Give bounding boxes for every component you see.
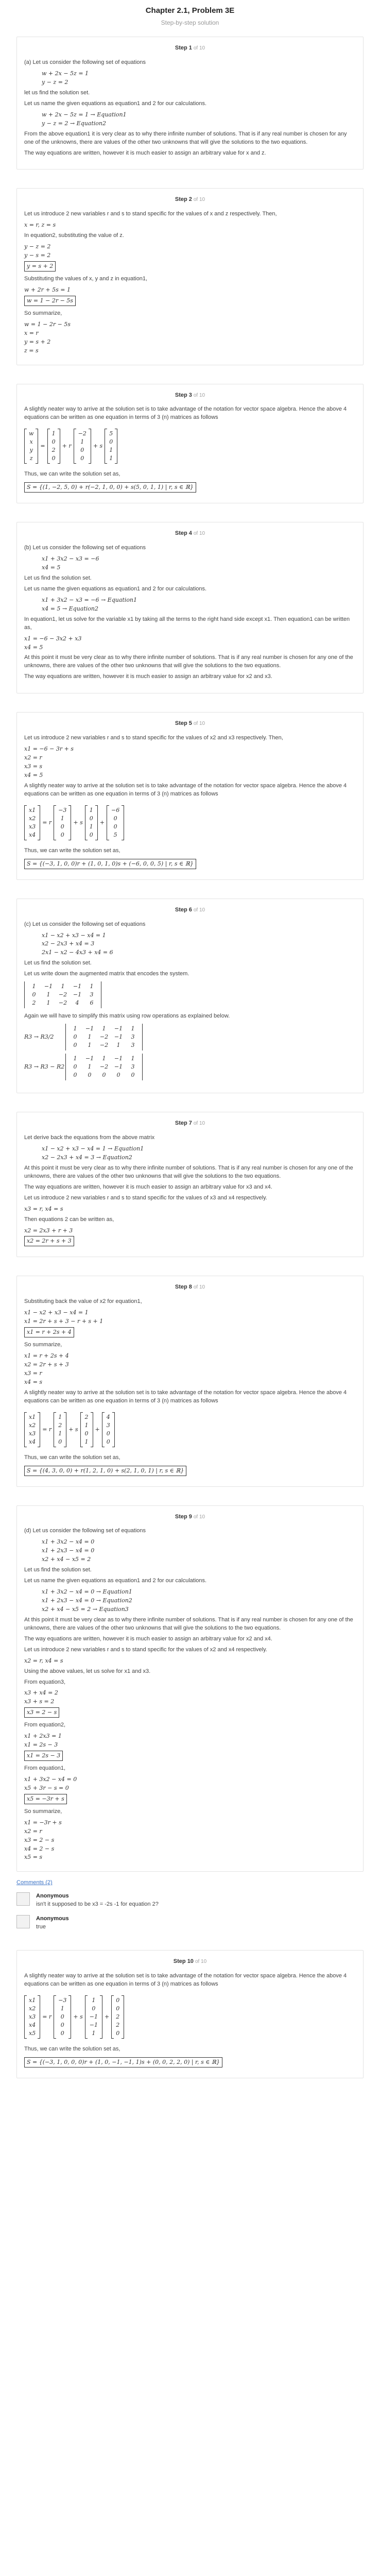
step-text: Let us introduce 2 new variables r and s to stand specific for the values of x3 and x4 respectively. bbox=[24, 1194, 267, 1201]
equation: x1 = 2r + s + 3 − r + s + 1 bbox=[24, 1318, 103, 1325]
matrix-cell: 1 bbox=[131, 1055, 135, 1062]
step-label: Step 3 bbox=[175, 392, 192, 398]
matrix-cell: x3 bbox=[29, 823, 36, 830]
step-count: of 10 bbox=[193, 392, 205, 398]
step-text: At this point it must be very clear as to why there infinite number of solutions. That is if any real number is chosen for any one of the unknowns, there are values of the other two unknowns that will give the solutions to the two equations. bbox=[24, 1616, 353, 1631]
matrix-cell: 6 bbox=[90, 999, 94, 1007]
step-header bbox=[24, 1120, 356, 1128]
matrix-cell: 0 bbox=[80, 455, 84, 462]
matrix-cell: 0 bbox=[73, 1072, 77, 1079]
equation: x4 = 5 bbox=[42, 564, 61, 571]
matrix-equation: w x y z = 1 0 2 0 + r −2 1 0 0 + s 5 0 1 1 bbox=[24, 429, 117, 464]
equation: x4 = s bbox=[24, 1378, 43, 1385]
equation: x1 = r + 2s + 4 bbox=[24, 1352, 69, 1360]
step-text: A slightly neater way to arrive at the solution set is to take advantage of the notation for vector space algebra. Hence the above 4 equations can be written as one equation in terms of 3 (n) matrices as follows bbox=[24, 1973, 347, 1987]
matrix-cell: x2 bbox=[29, 815, 36, 822]
equation: x2 − 2x3 + x4 = 3 → Equation2 bbox=[42, 1154, 132, 1161]
comments-section bbox=[16, 1879, 364, 1931]
step-count: of 10 bbox=[193, 197, 205, 203]
matrix-cell: 0 bbox=[32, 991, 36, 998]
matrix-cell: 1 bbox=[131, 1025, 135, 1032]
equation: w = 1 − 2r − 5s bbox=[24, 320, 71, 328]
step-text: Let derive back the equations from the above matrix bbox=[24, 1134, 155, 1141]
matrix-cell: 2 bbox=[32, 999, 36, 1007]
matrix-cell: 0 bbox=[116, 2005, 120, 2012]
matrix-cell: 0 bbox=[60, 2029, 64, 2037]
step-text: Then equations 2 can be written as, bbox=[24, 1216, 114, 1223]
matrix-cell: x1 bbox=[29, 1413, 36, 1420]
step-label: Step 6 bbox=[175, 906, 192, 913]
matrix-cell: 0 bbox=[131, 1072, 135, 1079]
equation: x1 − x2 + x3 − x4 = 1 → Equation1 bbox=[42, 1145, 144, 1153]
matrix-cell: −3 bbox=[58, 1996, 67, 2004]
comment-item bbox=[16, 1915, 364, 1931]
equation: y − z = 2 → Equation2 bbox=[42, 120, 106, 127]
matrix-cell: 1 bbox=[84, 1421, 89, 1429]
matrix-cell: 3 bbox=[131, 1033, 135, 1041]
matrix-cell: 0 bbox=[106, 1438, 110, 1445]
step-text: (a) Let us consider the following set of equations bbox=[24, 59, 146, 66]
equation: y = s + 2 bbox=[24, 338, 51, 345]
equation: x1 + 2x3 = 1 bbox=[24, 1733, 62, 1740]
row-op-label: R3 → R3/2 bbox=[24, 1033, 54, 1041]
matrix-cell: x5 bbox=[29, 2029, 36, 2037]
step-text: Using the above values, let us solve for x1 and x3. bbox=[24, 1668, 151, 1674]
step-card bbox=[16, 899, 364, 1094]
matrix-cell: −2 bbox=[99, 1063, 109, 1071]
equation: x1 + 3x2 − x4 = 0 bbox=[24, 1775, 77, 1783]
matrix-cell: −1 bbox=[85, 1025, 94, 1032]
matrix-equation: x1 x2 x3 x4 = r 1 2 1 0 + s 2 1 0 1 + 4 3 0 0 bbox=[24, 1412, 115, 1447]
step-header bbox=[24, 720, 356, 728]
matrix-cell: 1 bbox=[51, 430, 56, 437]
matrix-cell: 2 bbox=[51, 447, 56, 454]
matrix-cell: 5 bbox=[109, 430, 113, 437]
equation: x3 = r bbox=[24, 1369, 42, 1377]
matrix-cell: −2 bbox=[99, 1042, 109, 1049]
matrix-cell: 2 bbox=[116, 2013, 120, 2020]
step-card bbox=[16, 522, 364, 693]
step-text: At this point it must be very clear as to why there infinite number of solutions. That is if any real number is chosen for any one of the unknowns, there are values of the other two unknowns that will give the solutions to the two equations. bbox=[24, 1164, 353, 1179]
matrix-cell: 1 bbox=[89, 806, 93, 814]
equation: x1 = 2s − 3 bbox=[24, 1741, 58, 1749]
step-text: Let us introduce 2 new variables r and s to stand specific for the values of x2 and x4 respectively. bbox=[24, 1646, 267, 1653]
augmented-matrix bbox=[24, 981, 101, 1008]
matrix-cell: y bbox=[29, 447, 33, 454]
step-text: Thus, we can write the solution set as, bbox=[24, 2045, 120, 2052]
step-header bbox=[24, 1283, 356, 1292]
step-card bbox=[16, 1950, 364, 2078]
step-text: Let us find the solution set. bbox=[24, 960, 92, 967]
equation: x = r bbox=[24, 329, 39, 336]
step-text: From the above equation1 it is very clear as to why there infinite number of solutions. That is if any real number is chosen for any one of the unknowns, there are values of the other two unknowns that will give the solutions to the two equations. bbox=[24, 130, 347, 145]
boxed-result: x3 = 2 − s bbox=[24, 1707, 59, 1718]
step-card bbox=[16, 1505, 364, 1872]
step-count: of 10 bbox=[195, 1959, 207, 1965]
row-operation bbox=[24, 1024, 356, 1050]
equation: x1 + 3x2 − x3 = −6 bbox=[42, 555, 99, 563]
matrix-cell: 1 bbox=[109, 447, 113, 454]
matrix-cell: 0 bbox=[73, 1063, 77, 1071]
equation: x1 + 3x2 − x4 = 0 bbox=[42, 1538, 95, 1546]
step-text: A slightly neater way to arrive at the solution set is to take advantage of the notation for vector space algebra. Hence the above 4 equations can be written as one equation in terms of 3 (n) matrices as follows bbox=[24, 406, 347, 421]
equation: x2 = r, x4 = s bbox=[24, 1657, 63, 1664]
matrix-cell: 0 bbox=[116, 1996, 120, 2004]
matrix-cell: 1 bbox=[88, 1033, 92, 1041]
step-header bbox=[24, 906, 356, 914]
step-text: Thus, we can write the solution set as, bbox=[24, 1454, 120, 1461]
augmented-matrix bbox=[65, 1054, 143, 1080]
matrix-cell: 0 bbox=[106, 1430, 110, 1437]
step-label: Step 10 bbox=[173, 1958, 194, 1965]
step-label: Step 4 bbox=[175, 530, 192, 537]
equation: 2x1 − x2 − 4x3 + x4 = 6 bbox=[42, 949, 113, 956]
matrix-cell: 4 bbox=[75, 999, 79, 1007]
matrix-cell: −6 bbox=[111, 806, 120, 814]
equation: x1 + 2x3 − x4 = 0 bbox=[42, 1547, 95, 1554]
matrix-cell: x4 bbox=[29, 1438, 36, 1445]
solution-set: S = {(−3, 1, 0, 0)r + (1, 0, 1, 0)s + (−6, 0, 0, 5) | r, s ∈ ℝ} bbox=[24, 859, 196, 869]
matrix-cell: x4 bbox=[29, 2021, 36, 2028]
equation: x3 = 2 − s bbox=[24, 1836, 55, 1843]
step-text: Substituting back the value of x2 for equation1, bbox=[24, 1298, 142, 1305]
avatar bbox=[16, 1892, 30, 1906]
step-header bbox=[24, 44, 356, 53]
equation: x1 = −6 − 3x2 + x3 bbox=[24, 635, 82, 642]
step-count: of 10 bbox=[193, 721, 205, 727]
equation: x = r, z = s bbox=[24, 222, 56, 229]
step-label: Step 9 bbox=[175, 1513, 192, 1520]
step-count: of 10 bbox=[193, 1121, 205, 1127]
matrix-cell: 0 bbox=[113, 815, 117, 822]
matrix-cell: −2 bbox=[78, 430, 87, 437]
step-count: of 10 bbox=[193, 1514, 205, 1520]
row-op-label: R3 → R3 − R2 bbox=[24, 1063, 65, 1071]
step-text: Let us name the given equations as equation1 and 2 for our calculations. bbox=[24, 100, 207, 107]
step-header bbox=[24, 196, 356, 204]
matrix-cell: 1 bbox=[46, 999, 50, 1007]
matrix-cell: −1 bbox=[114, 1025, 123, 1032]
step-card bbox=[16, 188, 364, 365]
matrix-cell: 1 bbox=[109, 455, 113, 462]
step-text: Let us name the given equations as equation1 and 2 for our calculations. bbox=[24, 1578, 207, 1584]
equation: y − s = 2 bbox=[24, 252, 51, 259]
step-text: Let us introduce 2 new variables r and s to stand specific for the values of x2 and x3 respectively. Then, bbox=[24, 735, 283, 741]
step-text: let us find the solution set. bbox=[24, 89, 90, 96]
matrix-cell: 0 bbox=[116, 1072, 120, 1079]
step-count: of 10 bbox=[193, 45, 205, 52]
step-text: (b) Let us consider the following set of equations bbox=[24, 545, 146, 551]
step-text: (d) Let us consider the following set of equations bbox=[24, 1528, 146, 1534]
matrix-cell: 2 bbox=[84, 1413, 89, 1420]
matrix-cell: 1 bbox=[84, 1438, 89, 1445]
matrix-cell: −1 bbox=[73, 983, 82, 990]
matrix-cell: 1 bbox=[102, 1025, 106, 1032]
matrix-cell: 0 bbox=[60, 831, 64, 838]
matrix-cell: 2 bbox=[58, 1421, 62, 1429]
step-text: From equation2, bbox=[24, 1722, 66, 1728]
matrix-cell: 0 bbox=[73, 1033, 77, 1041]
step-header bbox=[24, 392, 356, 400]
matrix-cell: w bbox=[29, 430, 34, 437]
step-card bbox=[16, 37, 364, 170]
step-text: The way equations are written, however it is much easier to assign an arbitrary value for x2 and x4. bbox=[24, 1635, 272, 1642]
boxed-result: y = s + 2 bbox=[24, 261, 56, 272]
matrix-cell: −1 bbox=[89, 2021, 98, 2028]
equation: x3 + s = 2 bbox=[24, 1698, 55, 1705]
matrix-cell: 0 bbox=[84, 1430, 89, 1437]
step-count: of 10 bbox=[193, 1284, 205, 1291]
step-text: Substituting the values of x, y and z in equation1, bbox=[24, 276, 148, 282]
step-header bbox=[24, 1958, 356, 1966]
matrix-cell: 0 bbox=[89, 831, 93, 838]
matrix-cell: 0 bbox=[113, 823, 117, 830]
step-count: of 10 bbox=[193, 531, 205, 537]
matrix-cell: x3 bbox=[29, 1430, 36, 1437]
equation: x2 = 2x3 + r + 3 bbox=[24, 1227, 73, 1234]
step-text: So summarize, bbox=[24, 1808, 62, 1815]
step-text: The way equations are written, however it is much easier to assign an arbitrary value for x2 and x3. bbox=[24, 673, 272, 680]
comment-text: true bbox=[36, 1924, 46, 1930]
step-text: In equation2, substituting the value of z. bbox=[24, 232, 124, 239]
equation: w + 2x − 5z = 1 bbox=[42, 70, 89, 77]
step-text: Let us find the solution set. bbox=[24, 574, 92, 581]
step-card bbox=[16, 384, 364, 504]
matrix-cell: 4 bbox=[106, 1413, 110, 1420]
step-text: Let us find the solution set. bbox=[24, 1567, 92, 1573]
matrix-cell: 0 bbox=[60, 823, 64, 830]
matrix-cell: 1 bbox=[60, 2005, 64, 2012]
matrix-cell: x4 bbox=[29, 831, 36, 838]
equation: x1 + 3x2 − x3 = −6 → Equation1 bbox=[42, 596, 137, 603]
matrix-cell: −2 bbox=[58, 991, 67, 998]
comment-author: Anonymous bbox=[36, 1893, 69, 1900]
equation: x2 = r bbox=[24, 754, 42, 761]
matrix-cell: 0 bbox=[116, 2029, 120, 2037]
equation: x4 = 5 bbox=[24, 771, 43, 778]
matrix-cell: x2 bbox=[29, 2005, 36, 2012]
matrix-cell: 1 bbox=[32, 983, 36, 990]
boxed-result: x1 = r + 2s + 4 bbox=[24, 1327, 74, 1337]
step-header bbox=[24, 530, 356, 538]
boxed-result: x1 = 2s − 3 bbox=[24, 1751, 63, 1761]
equation: x2 + x4 − x5 = 2 → Equation3 bbox=[42, 1605, 129, 1613]
matrix-cell: 1 bbox=[116, 1042, 120, 1049]
matrix-cell: x1 bbox=[29, 806, 36, 814]
matrix-cell: 1 bbox=[46, 991, 50, 998]
matrix-cell: 0 bbox=[92, 2005, 96, 2012]
matrix-cell: −2 bbox=[99, 1033, 109, 1041]
matrix-cell: 1 bbox=[88, 1063, 92, 1071]
step-label: Step 2 bbox=[175, 196, 192, 203]
step-header bbox=[24, 1513, 356, 1521]
boxed-result: x5 = −3r + s bbox=[24, 1794, 67, 1804]
matrix-cell: 1 bbox=[60, 815, 64, 822]
matrix-cell: −3 bbox=[58, 806, 67, 814]
step-text: At this point it must be very clear as to why there infinite number of solutions. That is if any real number is chosen for any one of the unknowns, there are values of the other two unknowns that will give the solutions to the two equations. bbox=[24, 654, 353, 669]
equation: x4 = 5 → Equation2 bbox=[42, 605, 98, 612]
step-card bbox=[16, 1276, 364, 1486]
matrix-cell: 0 bbox=[88, 1072, 92, 1079]
boxed-result: x2 = 2r + s + 3 bbox=[24, 1236, 74, 1246]
equation: x4 = 2 − s bbox=[24, 1845, 55, 1852]
solution-set: S = {(−3, 1, 0, 0, 0)r + (1, 0, −1, −1, 1)s + (0, 0, 2, 2, 0) | r, s ∈ ℝ} bbox=[24, 2057, 222, 2067]
matrix-cell: 1 bbox=[89, 823, 93, 830]
equation: x2 + x4 − x5 = 2 bbox=[42, 1556, 91, 1563]
step-text: Let us introduce 2 new variables r and s to stand specific for the values of x and z respectively. Then, bbox=[24, 211, 277, 217]
matrix-cell: −1 bbox=[85, 1055, 94, 1062]
equation: z = s bbox=[24, 347, 39, 354]
step-text: The way equations are written, however it is much easier to assign an arbitrary value for x and z. bbox=[24, 149, 266, 156]
comment-author: Anonymous bbox=[36, 1916, 69, 1922]
augmented-matrix bbox=[65, 1024, 143, 1050]
matrix-cell: −1 bbox=[114, 1063, 123, 1071]
step-text: So summarize, bbox=[24, 1342, 62, 1348]
matrix-cell: 1 bbox=[92, 2029, 96, 2037]
matrix-cell: z bbox=[29, 455, 33, 462]
matrix-cell: 0 bbox=[51, 438, 56, 446]
matrix-cell: 3 bbox=[131, 1063, 135, 1071]
matrix-cell: −1 bbox=[89, 2013, 98, 2020]
avatar bbox=[16, 1915, 30, 1928]
equation: y − z = 2 bbox=[24, 243, 51, 250]
equation: x3 = s bbox=[24, 763, 43, 770]
equation: x3 = r, x4 = s bbox=[24, 1205, 63, 1212]
matrix-cell: −2 bbox=[58, 999, 67, 1007]
step-card bbox=[16, 712, 364, 879]
equation: x1 − x2 + x3 − x4 = 1 bbox=[24, 1309, 89, 1316]
step-count: of 10 bbox=[193, 907, 205, 913]
page-title: Chapter 2.1, Problem 3E bbox=[145, 6, 235, 15]
matrix-cell: 1 bbox=[58, 1430, 62, 1437]
step-text: So summarize, bbox=[24, 310, 62, 316]
step-label: Step 8 bbox=[175, 1284, 192, 1291]
comments-toggle-link[interactable]: Comments (2) bbox=[16, 1879, 53, 1886]
matrix-cell: 0 bbox=[89, 815, 93, 822]
matrix-cell: 1 bbox=[102, 1055, 106, 1062]
matrix-cell: 1 bbox=[80, 438, 84, 446]
step-text: From equation3, bbox=[24, 1679, 66, 1685]
step-text: The way equations are written, however it is much easier to assign an arbitrary value for x3 and x4. bbox=[24, 1183, 272, 1190]
step-text: Thus, we can write the solution set as, bbox=[24, 847, 120, 854]
matrix-equation: x1 x2 x3 x4 = r −3 1 0 0 + s 1 0 1 0 + −6 0 0 5 bbox=[24, 805, 124, 840]
matrix-cell: 5 bbox=[113, 831, 117, 838]
matrix-cell: 3 bbox=[106, 1421, 110, 1429]
step-text: (c) Let us consider the following set of equations bbox=[24, 921, 146, 927]
equation: y − z = 2 bbox=[42, 78, 68, 86]
matrix-cell: 0 bbox=[102, 1072, 106, 1079]
solution-set: S = {(4, 3, 0, 0) + r(1, 2, 1, 0) + s(2, 1, 0, 1) | r, s ∈ ℝ} bbox=[24, 1466, 186, 1476]
row-operation bbox=[24, 1054, 356, 1080]
matrix-cell: −1 bbox=[114, 1033, 123, 1041]
solution-set: S = {(1, −2, 5, 0) + r(−2, 1, 0, 0) + s(5, 0, 1, 1) | r, s ∈ ℝ} bbox=[24, 482, 196, 493]
matrix-cell: 1 bbox=[73, 1025, 77, 1032]
matrix-cell: 1 bbox=[73, 1055, 77, 1062]
matrix-equation: x1 x2 x3 x4 x5 = r −3 1 0 0 0 + s 1 0 −1 −1 1 + 0 0 2 2 0 bbox=[24, 1995, 124, 2039]
matrix-cell: 3 bbox=[131, 1042, 135, 1049]
matrix-cell: 1 bbox=[90, 983, 94, 990]
matrix-cell: −1 bbox=[44, 983, 53, 990]
equation: w + 2r + 5s = 1 bbox=[24, 286, 71, 293]
equation: w + 2x − 5z = 1 → Equation1 bbox=[42, 111, 127, 118]
equation: x1 = −3r + s bbox=[24, 1819, 62, 1826]
matrix-cell: 3 bbox=[90, 991, 94, 998]
equation: x4 = 5 bbox=[24, 643, 43, 651]
boxed-result: w = 1 − 2r − 5s bbox=[24, 296, 76, 306]
equation: x1 + 2x3 − x4 = 0 → Equation2 bbox=[42, 1597, 132, 1604]
step-text: Let us name the given equations as equation1 and 2 for our calculations. bbox=[24, 585, 207, 592]
matrix-cell: x3 bbox=[29, 2013, 36, 2020]
matrix-cell: 0 bbox=[60, 2021, 64, 2028]
matrix-cell: 1 bbox=[61, 983, 65, 990]
matrix-cell: 0 bbox=[109, 438, 113, 446]
step-text: From equation1, bbox=[24, 1765, 66, 1772]
equation: x5 = s bbox=[24, 1854, 43, 1861]
matrix-cell: −1 bbox=[73, 991, 82, 998]
matrix-cell: 0 bbox=[58, 1438, 62, 1445]
step-text: A slightly neater way to arrive at the solution set is to take advantage of the notation for vector space algebra. Hence the above 4 equations can be written as one equation in terms of 3 (n) matrices as follows bbox=[24, 1389, 347, 1404]
step-label: Step 1 bbox=[175, 45, 192, 52]
matrix-cell: x2 bbox=[29, 1421, 36, 1429]
comment-text: isn't it supposed to be x3 = -2s -1 for equation 2? bbox=[36, 1901, 159, 1908]
step-label: Step 5 bbox=[175, 720, 192, 727]
equation: x5 + 3r − s = 0 bbox=[24, 1784, 69, 1791]
matrix-cell: 0 bbox=[73, 1042, 77, 1049]
matrix-cell: x bbox=[29, 438, 33, 446]
equation: x2 = 2r + s + 3 bbox=[24, 1361, 69, 1368]
step-text: In equation1, let us solve for the variable x1 by taking all the terms to the right hand side except x1. Then equation1 can be written as, bbox=[24, 616, 350, 631]
matrix-cell: 0 bbox=[60, 2013, 64, 2020]
step-text: Again we will have to simplify this matrix using row operations as explained below. bbox=[24, 1013, 230, 1020]
step-label: Step 7 bbox=[175, 1120, 192, 1127]
comment-item bbox=[16, 1892, 364, 1909]
matrix-cell: 1 bbox=[58, 1413, 62, 1420]
matrix-cell: 0 bbox=[51, 455, 56, 462]
step-card bbox=[16, 1112, 364, 1257]
equation: x3 + x4 = 2 bbox=[24, 1689, 58, 1697]
matrix-cell: x1 bbox=[29, 1996, 36, 2004]
step-text: Let us write down the augmented matrix that encodes the system. bbox=[24, 971, 189, 977]
step-text: Thus, we can write the solution set as, bbox=[24, 471, 120, 478]
page-subtitle: Step-by-step solution bbox=[161, 19, 219, 26]
equation: x1 + 3x2 − x4 = 0 → Equation1 bbox=[42, 1588, 132, 1596]
step-text: A slightly neater way to arrive at the solution set is to take advantage of the notation for vector space algebra. Hence the above 4 equations can be written as one equation in terms of 3 (n) matrices as follows bbox=[24, 782, 347, 797]
matrix-cell: 2 bbox=[116, 2021, 120, 2028]
matrix-cell: −1 bbox=[114, 1055, 123, 1062]
equation: x1 = −6 − 3r + s bbox=[24, 745, 74, 753]
equation: x2 − 2x3 + x4 = 3 bbox=[42, 940, 95, 947]
equation: x2 = r bbox=[24, 1827, 42, 1835]
matrix-cell: 1 bbox=[88, 1042, 92, 1049]
matrix-cell: 0 bbox=[80, 447, 84, 454]
matrix-cell: 1 bbox=[92, 1996, 96, 2004]
equation: x1 − x2 + x3 − x4 = 1 bbox=[42, 931, 106, 939]
